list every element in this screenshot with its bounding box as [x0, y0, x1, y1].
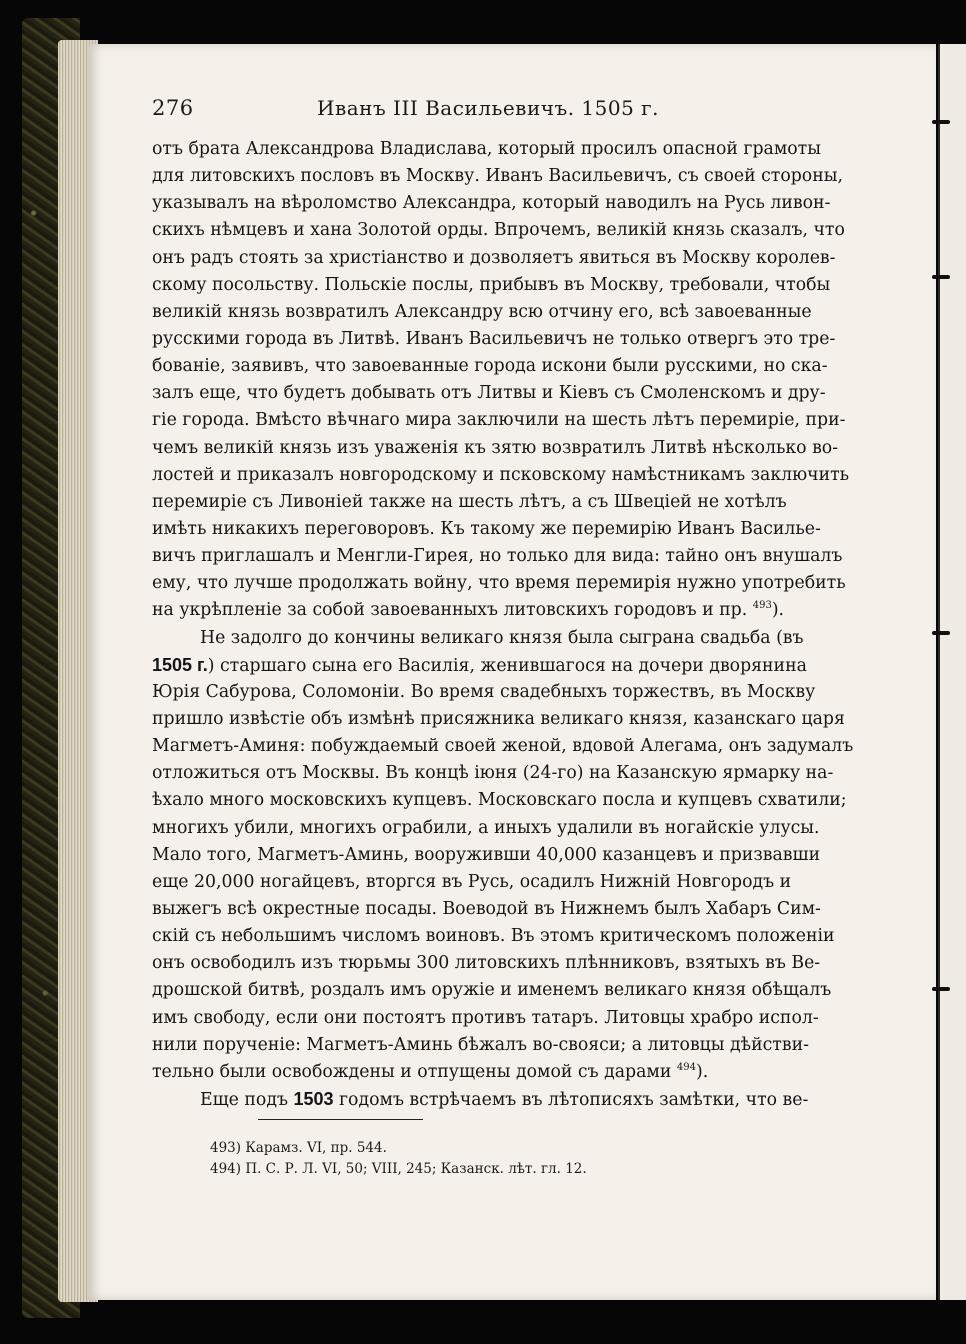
- text-line: [152, 597, 785, 624]
- binding-stitch: [932, 631, 950, 635]
- text-line: лостей и приказалъ новгородскому и псковскому намѣстникамъ заключить: [152, 464, 850, 485]
- text-line: Магметъ-Аминя: побуждаемый своей женой, вдовой Алегама, онъ задумалъ: [152, 736, 854, 757]
- text-line: отложиться отъ Москвы. Въ концѣ іюня (24-го) на Казанскую ярмарку на-: [152, 763, 834, 784]
- text-line: Не задолго до кончины великаго князя была сыграна свадьба (въ: [200, 627, 804, 648]
- text-line: [152, 652, 807, 679]
- text-line: скій съ небольшимъ числомъ воиновъ. Въ этомъ критическомъ положеніи: [152, 926, 835, 947]
- text-line: еще 20,000 ногайцевъ, вторгся въ Русь, осадилъ Нижній Новгородъ и: [152, 871, 792, 892]
- text-line: имъ свободу, если они постоятъ противъ татаръ. Литовцы храбро испол-: [152, 1007, 819, 1028]
- text-line: онъ радъ стоять за христіанство и дозволяетъ явиться въ Москву королев-: [152, 247, 836, 268]
- binding-stitch: [932, 275, 950, 279]
- binding-stitch: [932, 987, 950, 991]
- text-line: пришло извѣстіе объ измѣнѣ присяжника великаго князя, казанскаго царя: [152, 708, 845, 729]
- binding-stitch: [932, 120, 950, 124]
- text-line: указывалъ на вѣроломство Александра, который наводилъ на Русь ливон-: [152, 193, 831, 214]
- text-line: скихъ нѣмцевъ и хана Золотой орды. Впрочемъ, великій князь сказалъ, что: [152, 220, 845, 241]
- text-line: [152, 1059, 752, 1086]
- running-header: [152, 96, 752, 136]
- text-fragment: на укрѣпленіе за собой завоеванныхъ литовскихъ городовъ и пр.: [152, 600, 748, 621]
- text-line: [152, 1086, 809, 1113]
- text-line: русскими города въ Литвѣ. Иванъ Васильевичъ не только отвергъ это тре-: [152, 328, 836, 349]
- year-marker: 1505 г.: [152, 654, 208, 675]
- text-line: имѣть никакихъ переговоровъ. Къ такому же перемирію Иванъ Василье-: [152, 518, 821, 539]
- text-fragment: ) старшаго сына его Василія, женившагося на дочери дворянина: [207, 655, 807, 676]
- next-page-edge: [938, 44, 966, 1300]
- text-line: нили порученіе: Магметъ-Аминь бѣжалъ во-свояси; а литовцы дѣйстви-: [152, 1034, 809, 1055]
- text-fragment: тельно были освобождены и отпущены домой съ дарами: [152, 1061, 672, 1082]
- text-line: залъ еще, что будетъ добывать отъ Литвы и Кіевъ съ Смоленскомъ и дру-: [152, 383, 826, 404]
- footnote-493: 493) Карамз. VI, пр. 544.: [210, 1140, 387, 1156]
- text-line: для литовскихъ пословъ въ Москву. Иванъ Васильевичъ, съ своей стороны,: [152, 166, 843, 187]
- text-line: бованіе, заявивъ, что завоеванные города искони были русскими, но ска-: [152, 356, 828, 377]
- text-fragment: годомъ встрѣчаемъ въ лѣтописяхъ замѣтки, что ве-: [333, 1089, 809, 1110]
- footnote-494: 494) П. С. Р. Л. VI, 50; VIII, 245; Казанск. лѣт. гл. 12.: [210, 1161, 587, 1177]
- text-line: многихъ убили, многихъ ограбили, а иныхъ удалили въ ногайскіе улусы.: [152, 817, 820, 838]
- text-line: чемъ великій князь изъ уваженія къ зятю возвратилъ Литвѣ нѣсколько во-: [152, 437, 839, 458]
- text-line: ему, что лучше продолжать войну, что время перемирія нужно употребить: [152, 573, 846, 594]
- text-line: великій князь возвратилъ Александру всю отчину его, всѣ завоеванные: [152, 301, 812, 322]
- year-marker: 1503: [293, 1088, 334, 1109]
- text-line: отъ брата Александрова Владислава, который просилъ опасной грамоты: [152, 139, 821, 159]
- text-line: вичъ приглашалъ и Менгли-Гирея, но только для вида: тайно онъ внушалъ: [152, 546, 843, 567]
- text-line: дрошской битвѣ, роздалъ имъ оружіе и именемъ великаго князя обѣщалъ: [152, 980, 832, 1001]
- footnote-ref-494: 494: [676, 1061, 696, 1073]
- text-line: Юрія Сабурова, Соломоніи. Во время свадебныхъ торжествъ, въ Москву: [152, 681, 816, 702]
- text-line: онъ освободилъ изъ тюрьмы 300 литовскихъ плѣнниковъ, взятыхъ въ Ве-: [152, 953, 821, 974]
- text-line: перемиріе съ Ливоніей также на шесть лѣтъ, а съ Швеціей не хотѣлъ: [152, 491, 787, 512]
- footnote-divider: [258, 1119, 423, 1120]
- text-fragment: ).: [695, 1061, 709, 1082]
- text-fragment: Еще подъ: [200, 1089, 294, 1110]
- text-line: Мало того, Магметъ-Аминь, вооруживши 40,000 казанцевъ и призвавши: [152, 844, 821, 865]
- text-line: скому посольству. Польскіе послы, прибывъ въ Москву, требовали, чтобы: [152, 274, 831, 295]
- running-title: Иванъ III Васильевичъ. 1505 г.: [317, 96, 660, 120]
- text-line: гіе города. Вмѣсто вѣчнаго мира заключили на шесть лѣтъ перемиріе, при-: [152, 410, 846, 431]
- page-number: 276: [152, 96, 194, 120]
- text-line: выжегъ всѣ окрестные посады. Воеводой въ Нижнемъ былъ Хабаръ Сим-: [152, 898, 821, 919]
- body-text: [152, 136, 854, 1113]
- text-fragment: ).: [771, 600, 785, 621]
- text-line: ѣхало много московскихъ купцевъ. Московскаго посла и купцевъ схватили;: [152, 790, 847, 811]
- footnotes: [210, 1138, 770, 1180]
- footnote-ref-493: 493: [752, 600, 772, 612]
